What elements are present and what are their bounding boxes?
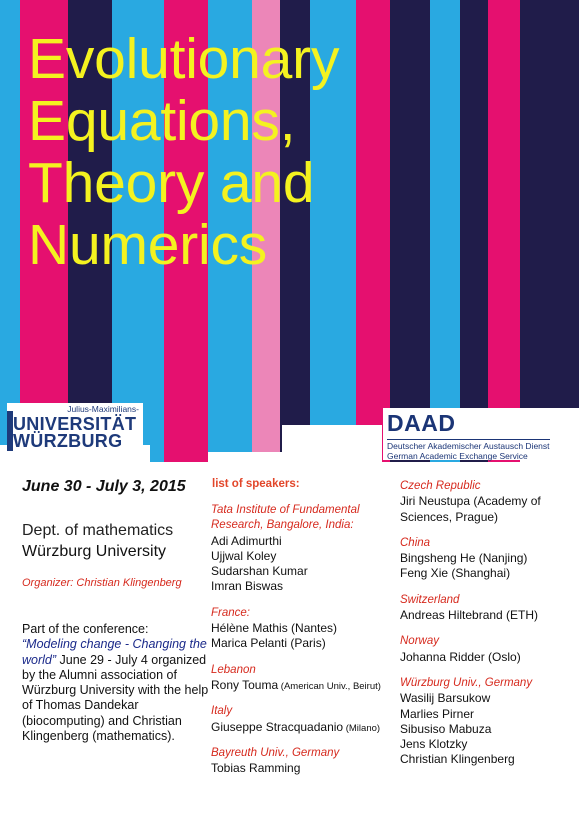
speaker-affiliation: Bayreuth Univ., Germany bbox=[211, 746, 340, 759]
logo-small-text: Julius-Maximilians- bbox=[67, 404, 139, 414]
speaker-name: Imran Biswas bbox=[211, 579, 284, 594]
stripe-end bbox=[282, 425, 382, 462]
title-line: Theory and bbox=[28, 151, 315, 216]
organizer: Organizer: Christian Klingenberg bbox=[22, 577, 182, 589]
daad-logo bbox=[383, 408, 579, 460]
speaker-group bbox=[400, 676, 532, 768]
speaker-name: Bingsheng He (Nanjing) bbox=[400, 551, 528, 566]
speaker-name: Hélène Mathis (Nantes) bbox=[211, 621, 338, 636]
daad-line-2: German Academic Exchange Service bbox=[387, 451, 528, 461]
university-name: Würzburg University bbox=[22, 543, 167, 560]
speaker-name: Marica Pelanti (Paris) bbox=[211, 636, 326, 651]
speaker-name: Johanna Ridder (Oslo) bbox=[400, 649, 521, 664]
stripe bbox=[520, 0, 579, 462]
speaker-affiliation: Czech Republic bbox=[400, 480, 481, 492]
speaker-group bbox=[211, 606, 337, 652]
speaker-name: Christian Klingenberg bbox=[400, 752, 515, 767]
speaker-affiliation: Research, Bangalore, India: bbox=[211, 519, 354, 532]
speaker-affiliation: Lebanon bbox=[211, 663, 256, 676]
speaker-name: Adi Adimurthi bbox=[211, 533, 282, 548]
speaker-name: Rony Touma (American Univ., Beirut) bbox=[211, 677, 381, 692]
stripe-end bbox=[208, 452, 282, 462]
speaker-name: Feng Xie (Shanghai) bbox=[400, 566, 511, 581]
speaker-group bbox=[400, 634, 521, 665]
stripe bbox=[430, 0, 460, 462]
speaker-group bbox=[211, 746, 339, 777]
logo-line-2: WÜRZBURG bbox=[13, 431, 123, 451]
title-line: Numerics bbox=[28, 213, 268, 278]
speaker-name: Giuseppe Stracquadanio (Milano) bbox=[211, 719, 381, 734]
speaker-name: Sudarshan Kumar bbox=[211, 564, 308, 579]
daad-line-1: Deutscher Akademischer Austausch Dienst bbox=[387, 441, 550, 451]
title-line: Equations, bbox=[28, 89, 296, 154]
speaker-group bbox=[400, 479, 541, 525]
stripe bbox=[460, 0, 488, 462]
department: Dept. of mathematics bbox=[22, 522, 174, 539]
speaker-name: Marlies Pirner bbox=[400, 706, 475, 721]
stripe bbox=[390, 0, 430, 462]
speaker-name: Jens Klotzky bbox=[400, 737, 468, 752]
speaker-group bbox=[211, 663, 381, 695]
speaker-group bbox=[400, 536, 527, 582]
speaker-affiliation: Switzerland bbox=[400, 593, 460, 606]
daad-mark: DAAD bbox=[387, 410, 456, 436]
conference-lead: Part of the conference: bbox=[22, 622, 149, 636]
speaker-name: Jiri Neustupa (Academy of bbox=[400, 494, 541, 509]
stripe bbox=[356, 0, 390, 462]
speaker-location: (American Univ., Beirut) bbox=[278, 680, 381, 692]
speaker-name: Sibusiso Mabuza bbox=[400, 721, 492, 736]
speaker-group bbox=[211, 503, 360, 595]
speaker-group bbox=[211, 704, 380, 736]
speakers-heading: list of speakers: bbox=[212, 478, 300, 490]
speaker-location: (Milano) bbox=[343, 722, 381, 734]
speaker-name: Wasilij Barsukow bbox=[400, 691, 491, 706]
speaker-name: Ujjwal Koley bbox=[211, 548, 277, 563]
stripe bbox=[0, 0, 20, 462]
title-line: Evolutionary bbox=[28, 27, 340, 91]
speaker-name: Sciences, Prague) bbox=[400, 509, 499, 524]
conference-details: June 29 - July 4 organized by the Alumni association of Würzburg University with the help of Thomas Dandekar (biocomputing) and Christian Klingenberg (mathematics). bbox=[22, 652, 209, 744]
university-logo bbox=[7, 403, 143, 451]
logo-line-1: UNIVERSITÄT bbox=[13, 414, 137, 434]
speaker-affiliation: China bbox=[400, 536, 431, 549]
speaker-affiliation: Norway bbox=[400, 635, 439, 648]
speaker-name: Andreas Hiltebrand (ETH) bbox=[400, 608, 539, 623]
speaker-name: Tobias Ramming bbox=[211, 761, 301, 776]
speaker-group bbox=[400, 593, 538, 624]
speaker-affiliation: Tata Institute of Fundamental bbox=[211, 504, 360, 516]
conference-title: “Modeling change - Changing the world” bbox=[22, 637, 207, 667]
speaker-affiliation: France: bbox=[211, 606, 250, 619]
speaker-affiliation: Italy bbox=[211, 705, 233, 718]
poster-title bbox=[28, 28, 339, 277]
conference-note bbox=[22, 622, 218, 744]
event-dates: June 30 - July 3, 2015 bbox=[22, 478, 186, 495]
speaker-affiliation: Würzburg Univ., Germany bbox=[400, 677, 533, 689]
stripe bbox=[488, 0, 520, 462]
